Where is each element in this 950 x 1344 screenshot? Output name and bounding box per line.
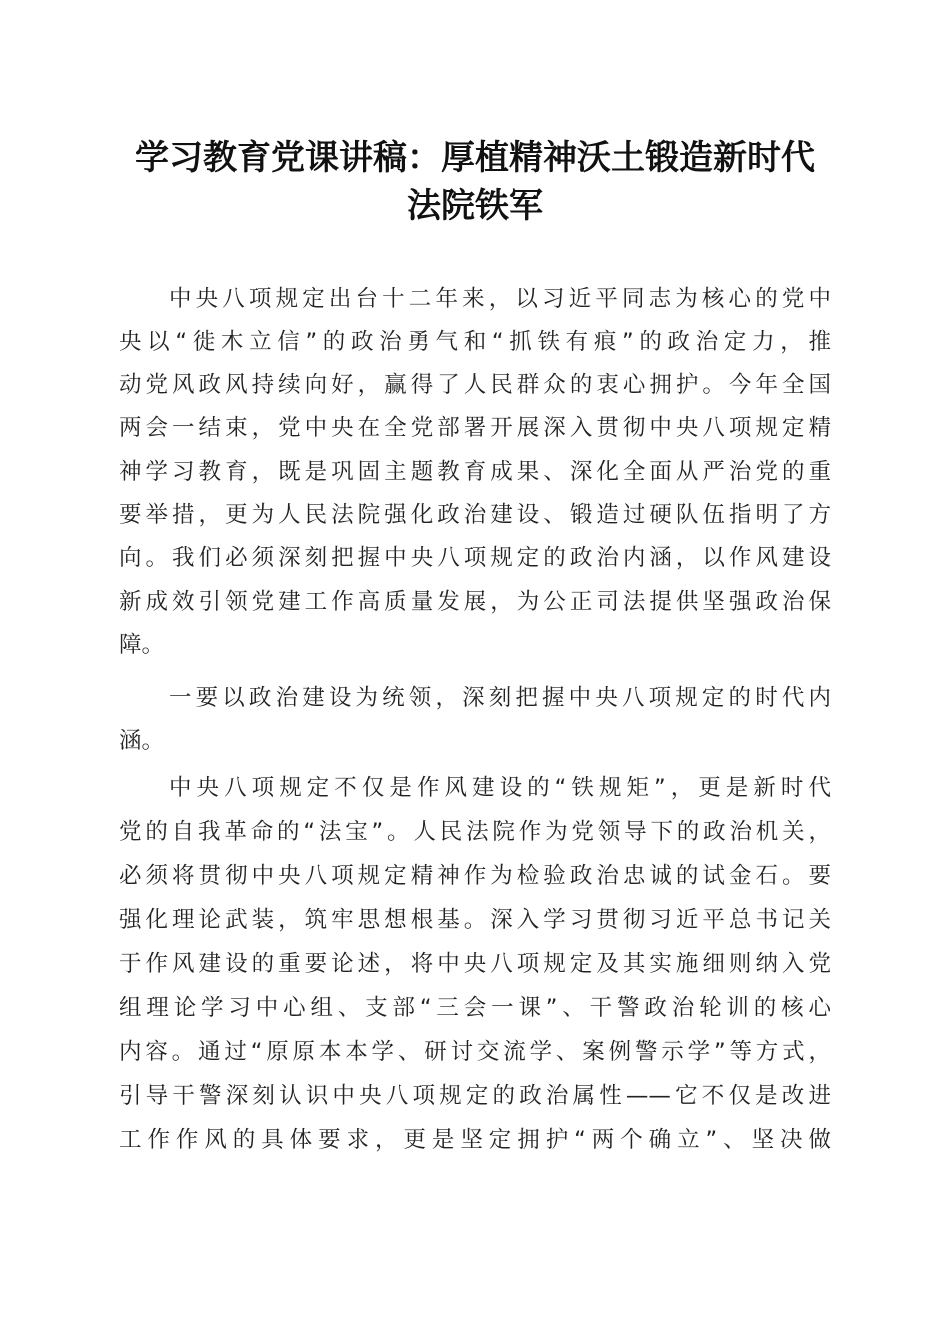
paragraph-line: 要举措，更为人民法院强化政治建设、锻造过硬队伍指明了方 <box>119 502 831 528</box>
paragraph-line: 中央八项规定出台十二年来，以习近平同志为核心的党中 <box>169 286 831 312</box>
paragraph-line: 内容。通过“原原本本学、研讨交流学、案例警示学”等方式， <box>119 1039 831 1065</box>
paragraph-line: 向。我们必须深刻把握中央八项规定的政治内涵，以作风建设 <box>119 545 831 571</box>
section-heading-line: 涵。 <box>119 728 165 754</box>
paragraph-line: 强化理论武装，筑牢思想根基。深入学习贯彻习近平总书记关 <box>119 907 831 933</box>
paragraph-line: 央以“徙木立信”的政治勇气和“抓铁有痕”的政治定力，推 <box>119 329 831 355</box>
document-title-line-2: 法院铁军 <box>407 186 543 226</box>
document-title-line-1: 学习教育党课讲稿：厚植精神沃土锻造新时代 <box>135 138 815 178</box>
paragraph-line: 工作作风的具体要求，更是坚定拥护“两个确立”、坚决做 <box>119 1127 831 1153</box>
paragraph-line: 于作风建设的重要论述，将中央八项规定及其实施细则纳入党 <box>119 951 831 977</box>
paragraph-line: 党的自我革命的“法宝”。人民法院作为党领导下的政治机关， <box>119 819 831 845</box>
paragraph-line: 新成效引领党建工作高质量发展，为公正司法提供坚强政治保 <box>119 589 831 615</box>
paragraph-line: 必须将贯彻中央八项规定精神作为检验政治忠诚的试金石。要 <box>119 863 831 889</box>
paragraph-line: 引导干警深刻认识中央八项规定的政治属性——它不仅是改进 <box>119 1083 831 1109</box>
paragraph-line: 中央八项规定不仅是作风建设的“铁规矩”，更是新时代 <box>169 775 831 801</box>
paragraph-line: 组理论学习中心组、支部“三会一课”、干警政治轮训的核心 <box>119 995 831 1021</box>
paragraph-line: 神学习教育，既是巩固主题教育成果、深化全面从严治党的重 <box>119 459 831 485</box>
paragraph-line: 动党风政风持续向好，赢得了人民群众的衷心拥护。今年全国 <box>119 372 831 398</box>
paragraph-line: 两会一结束，党中央在全党部署开展深入贯彻中央八项规定精 <box>119 415 831 441</box>
section-heading-line: 一要以政治建设为统领，深刻把握中央八项规定的时代内 <box>169 685 831 711</box>
paragraph-line: 障。 <box>119 632 165 658</box>
